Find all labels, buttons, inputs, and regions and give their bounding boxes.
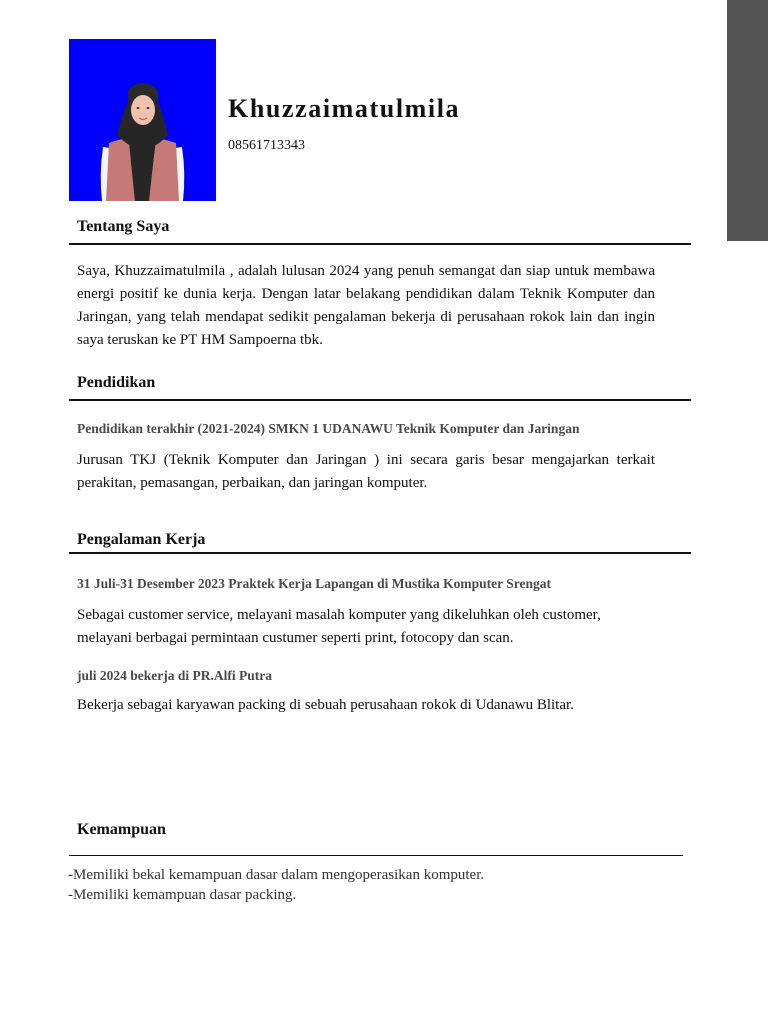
section-divider bbox=[69, 243, 691, 245]
section-divider bbox=[69, 552, 691, 554]
section-heading-about: Tentang Saya bbox=[77, 218, 170, 235]
section-divider bbox=[69, 399, 691, 401]
profile-photo bbox=[69, 39, 216, 201]
section-heading-education: Pendidikan bbox=[77, 374, 156, 391]
about-text: Saya, Khuzzaimatulmila , adalah lulusan 2024 yang penuh semangat dan siap untuk membawa energi positif ke dunia kerja. Dengan latar belakang pendidikan dalam Teknik Komputer dan Jaringan, yang telah mendapat sedikit pengalaman bekerja di perusahaan rokok lain dan ingin saya teruskan ke PT HM Sampoerna tbk. bbox=[77, 263, 655, 348]
scrollbar-thumb[interactable] bbox=[727, 0, 768, 241]
phone-number: 08561713343 bbox=[228, 138, 305, 153]
section-heading-skills: Kemampuan bbox=[77, 821, 166, 838]
education-entry-title: Pendidikan terakhir (2021-2024) SMKN 1 UDANAWU Teknik Komputer dan Jaringan bbox=[77, 421, 580, 436]
section-divider bbox=[69, 855, 683, 856]
section-heading-experience: Pengalaman Kerja bbox=[77, 531, 206, 548]
experience-entry-text: Sebagai customer service, melayani masalah komputer yang dikeluhkan oleh customer, melayani berbagai permintaan custumer seperti print, fotocopy dan scan. bbox=[77, 607, 601, 646]
skill-item: -Memiliki bekal kemampuan dasar dalam mengoperasikan komputer. bbox=[68, 867, 485, 883]
experience-entry-text: Bekerja sebagai karyawan packing di sebuah perusahaan rokok di Udanawu Blitar. bbox=[77, 697, 574, 713]
skill-item: -Memiliki kemampuan dasar packing. bbox=[68, 887, 297, 903]
education-entry-text: Jurusan TKJ (Teknik Komputer dan Jaringan ) ini secara garis besar mengajarkan terkait perakitan, pemasangan, perbaikan, dan jaringan komputer. bbox=[77, 452, 655, 491]
candidate-name: Khuzzaimatulmila bbox=[228, 94, 461, 123]
experience-entry-title: 31 Juli-31 Desember 2023 Praktek Kerja Lapangan di Mustika Komputer Srengat bbox=[77, 576, 552, 591]
experience-entry-title: juli 2024 bekerja di PR.Alfi Putra bbox=[77, 668, 272, 683]
